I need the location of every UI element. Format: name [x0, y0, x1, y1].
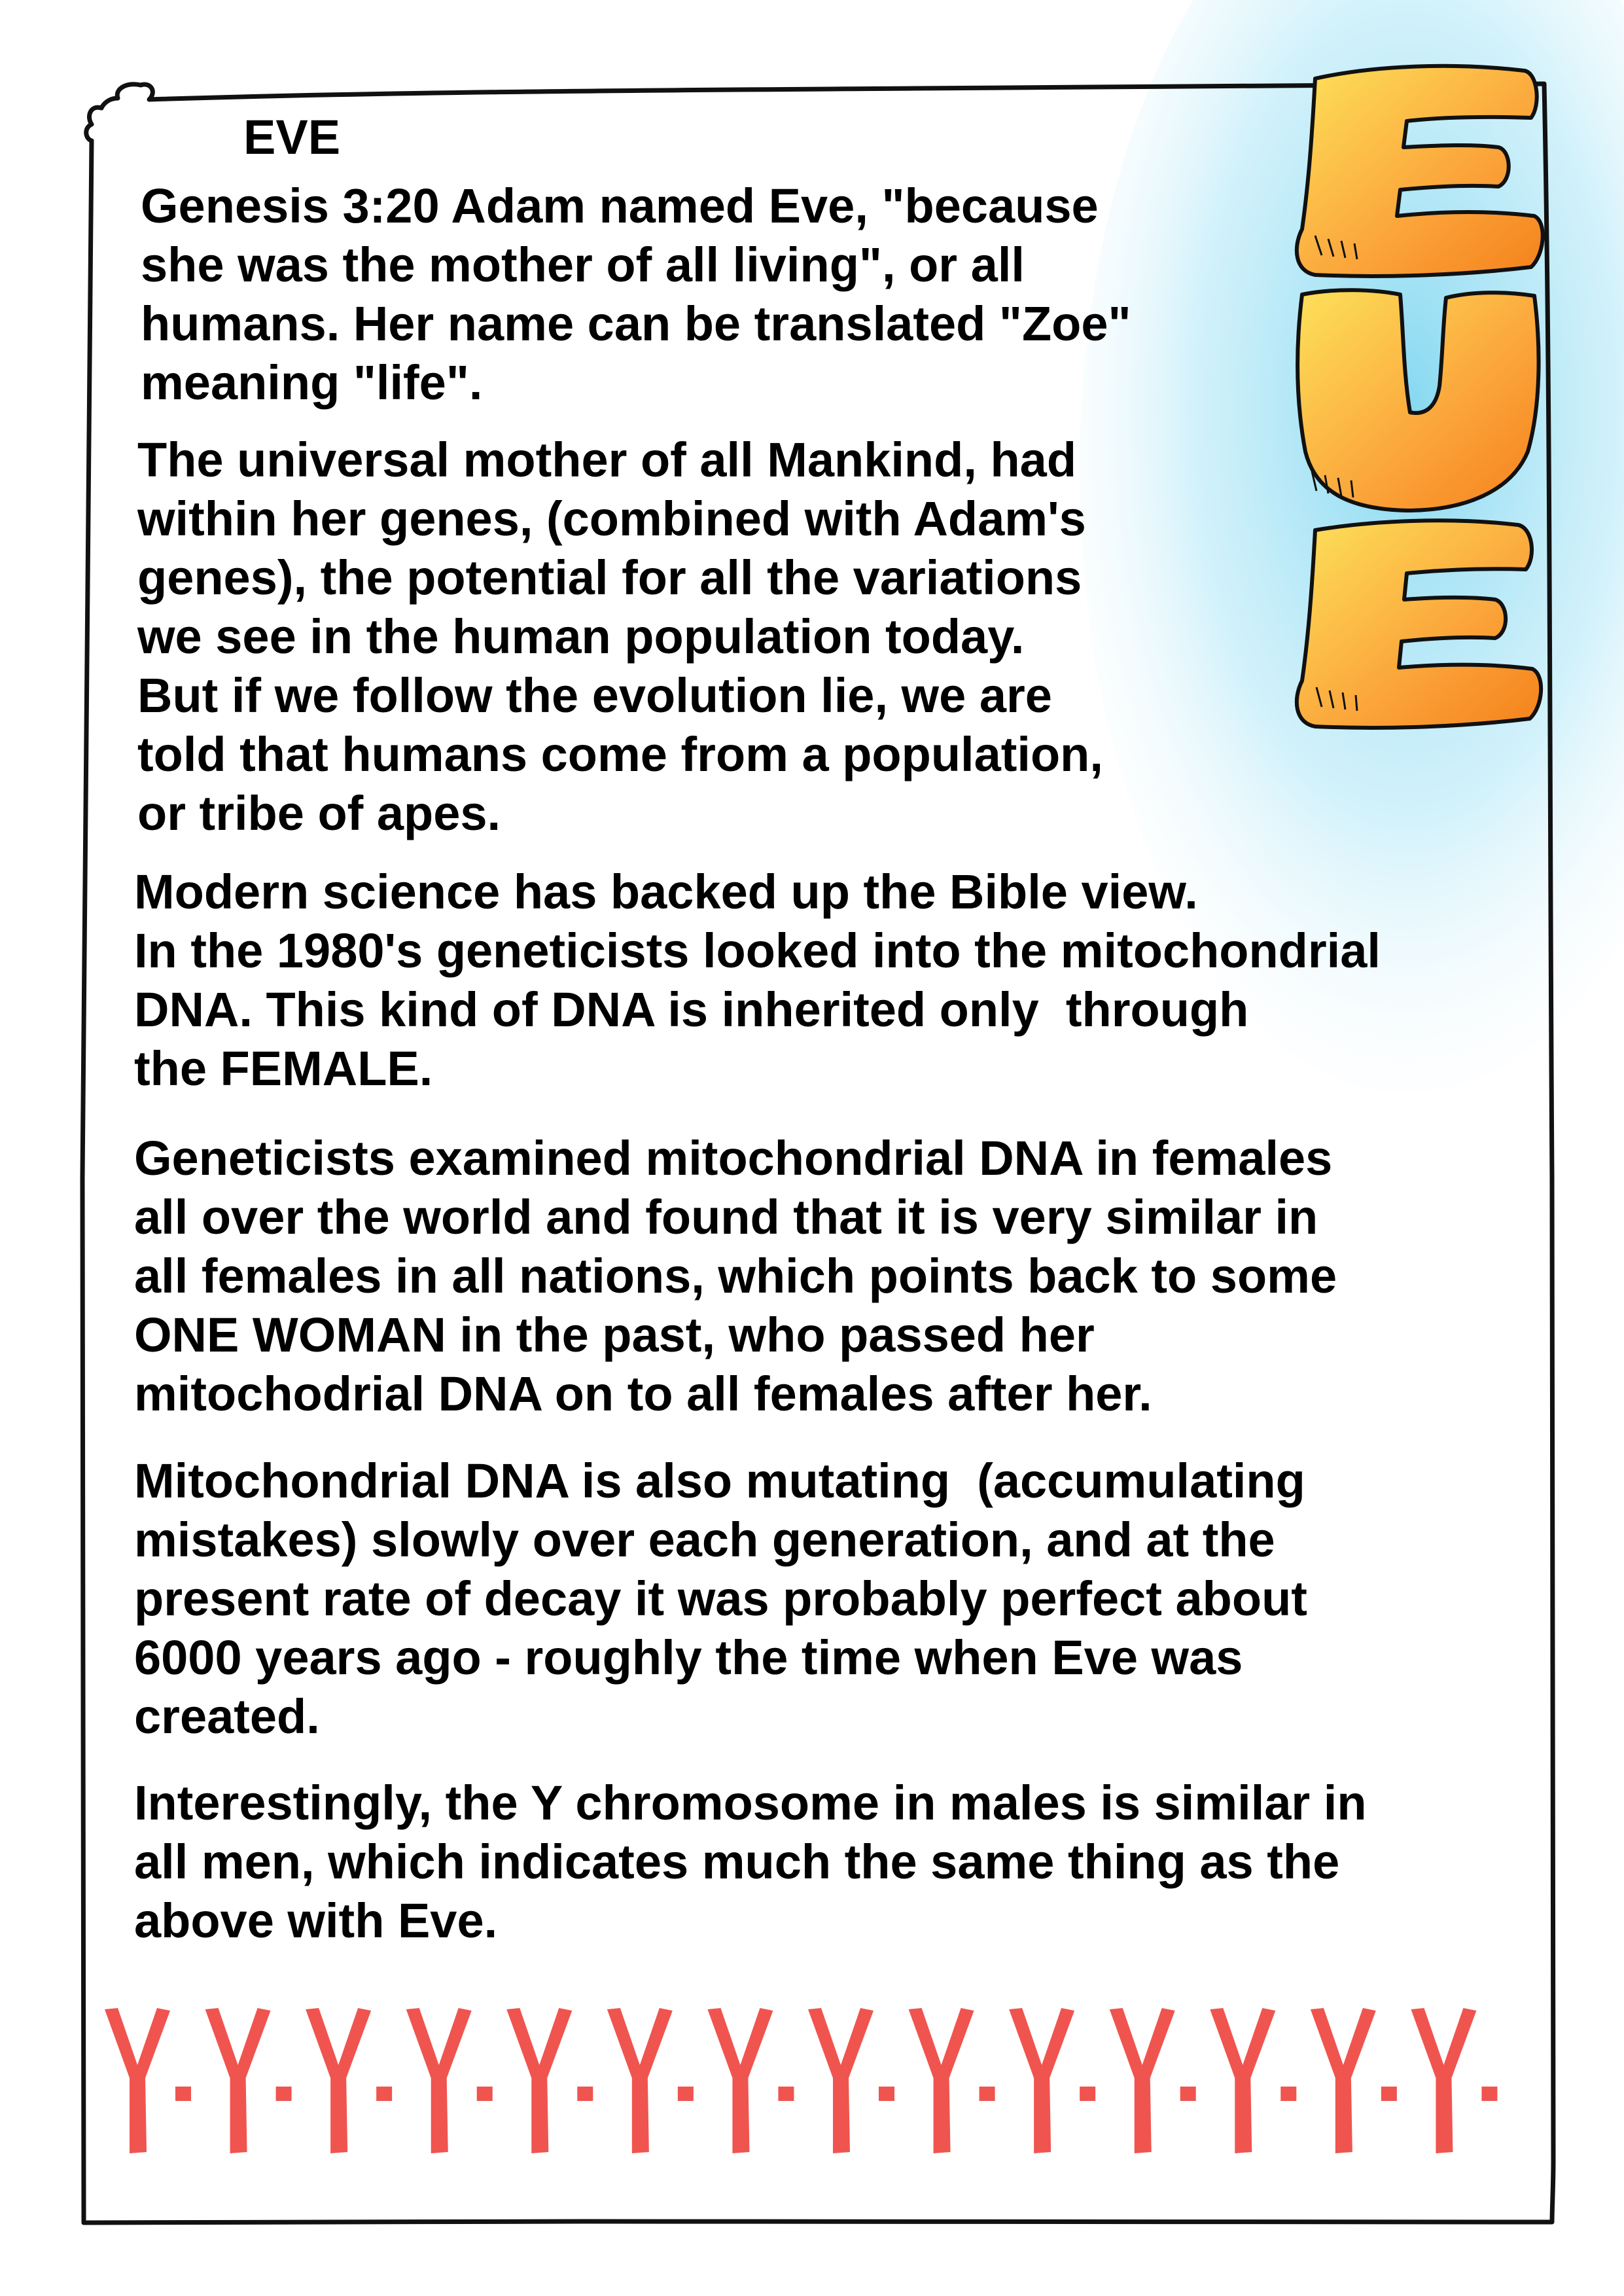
page-title: EVE	[243, 110, 341, 164]
chromosome-dash	[1381, 2087, 1397, 2101]
y-chromosome-icon	[909, 2008, 974, 2153]
y-chromosome-icon	[1311, 2008, 1376, 2153]
y-chromosome-icon	[607, 2008, 673, 2153]
chromosome-dash	[376, 2087, 392, 2101]
paragraph-line: present rate of decay it was probably perfect about	[134, 1571, 1307, 1626]
paragraph-line: we see in the human population today.	[137, 609, 1025, 664]
y-chromosome-icon	[707, 2008, 773, 2153]
y-chromosome-icon	[306, 2008, 371, 2153]
paragraph-line: humans. Her name can be translated "Zoe"	[141, 296, 1131, 351]
paragraph-line: Geneticists examined mitochondrial DNA in females	[134, 1131, 1333, 1185]
paragraph-universal-mother	[137, 431, 1103, 843]
letter-e-bottom	[1297, 520, 1541, 728]
y-chromosome-icon	[506, 2008, 572, 2153]
paragraph-line: all over the world and found that it is very similar in	[134, 1190, 1318, 1244]
paragraph-line: But if we follow the evolution lie, we are	[137, 668, 1052, 723]
chromosome-dash	[778, 2087, 794, 2101]
paragraph-line: The universal mother of all Mankind, had	[137, 433, 1077, 487]
y-chromosome-icon	[205, 2008, 271, 2153]
letter-v-middle	[1297, 290, 1539, 511]
paragraph-line: Mitochondrial DNA is also mutating (accumulating	[134, 1454, 1305, 1508]
paragraph-line: 6000 years ago - roughly the time when Eve was	[134, 1630, 1243, 1685]
paragraph-geneticists	[134, 1129, 1337, 1424]
y-chromosome-icon	[1009, 2008, 1074, 2153]
chromosome-dash	[1481, 2087, 1497, 2101]
chromosome-dash	[175, 2087, 191, 2101]
paragraph-line: all men, which indicates much the same thing as the	[134, 1835, 1340, 1889]
paragraph-line: ONE WOMAN in the past, who passed her	[134, 1308, 1095, 1362]
paragraph-line: DNA. This kind of DNA is inherited only through	[134, 982, 1249, 1037]
y-chromosome-icon	[1210, 2008, 1275, 2153]
paragraph-line: the FEMALE.	[134, 1041, 433, 1096]
y-chromosome-icon	[105, 2008, 170, 2153]
paragraph-line: or tribe of apes.	[137, 786, 501, 840]
paragraph-line: meaning "life".	[141, 355, 483, 410]
paragraph-line: genes), the potential for all the variations	[137, 550, 1082, 605]
chromosome-dash	[1080, 2087, 1095, 2101]
paragraph-line: In the 1980's geneticists looked into the mitochondrial	[134, 924, 1381, 978]
y-chromosome-icon	[808, 2008, 874, 2153]
y-chromosome-icon	[1411, 2008, 1476, 2153]
paragraph-modern-science	[134, 863, 1381, 1098]
eve-title-letters	[1276, 59, 1564, 766]
chromosome-dash	[276, 2087, 292, 2101]
chromosome-dash	[1280, 2087, 1296, 2101]
paragraph-y-chromosome	[134, 1774, 1367, 1950]
chromosome-dash	[678, 2087, 694, 2101]
paragraph-line: Genesis 3:20 Adam named Eve, "because	[141, 179, 1099, 233]
paragraph-line: all females in all nations, which points back to some	[134, 1249, 1337, 1303]
chromosome-dash	[577, 2087, 593, 2101]
paragraph-genesis	[141, 177, 1131, 412]
y-chromosome-icon	[406, 2008, 472, 2153]
chromosome-dash	[980, 2087, 995, 2101]
chromosome-dash	[1180, 2087, 1196, 2101]
paragraph-line: mistakes) slowly over each generation, and at the	[134, 1513, 1275, 1567]
paragraph-mutation	[134, 1452, 1307, 1746]
paragraph-line: within her genes, (combined with Adam's	[137, 492, 1086, 546]
y-chromosome-icon	[1110, 2008, 1175, 2153]
chromosome-dash	[879, 2087, 894, 2101]
paragraph-line: she was the mother of all living", or all	[141, 238, 1025, 292]
y-chromosome-row	[98, 2003, 1505, 2160]
chromosome-dash	[477, 2087, 493, 2101]
paragraph-line: mitochodrial DNA on to all females after her.	[134, 1367, 1152, 1421]
paragraph-line: Interestingly, the Y chromosome in males is similar in	[134, 1776, 1367, 1830]
letter-e-top	[1297, 66, 1543, 276]
paragraph-line: created.	[134, 1689, 320, 1744]
paragraph-line: Modern science has backed up the Bible view.	[134, 865, 1198, 919]
paragraph-line: told that humans come from a population,	[137, 727, 1103, 781]
paragraph-line: above with Eve.	[134, 1893, 498, 1948]
